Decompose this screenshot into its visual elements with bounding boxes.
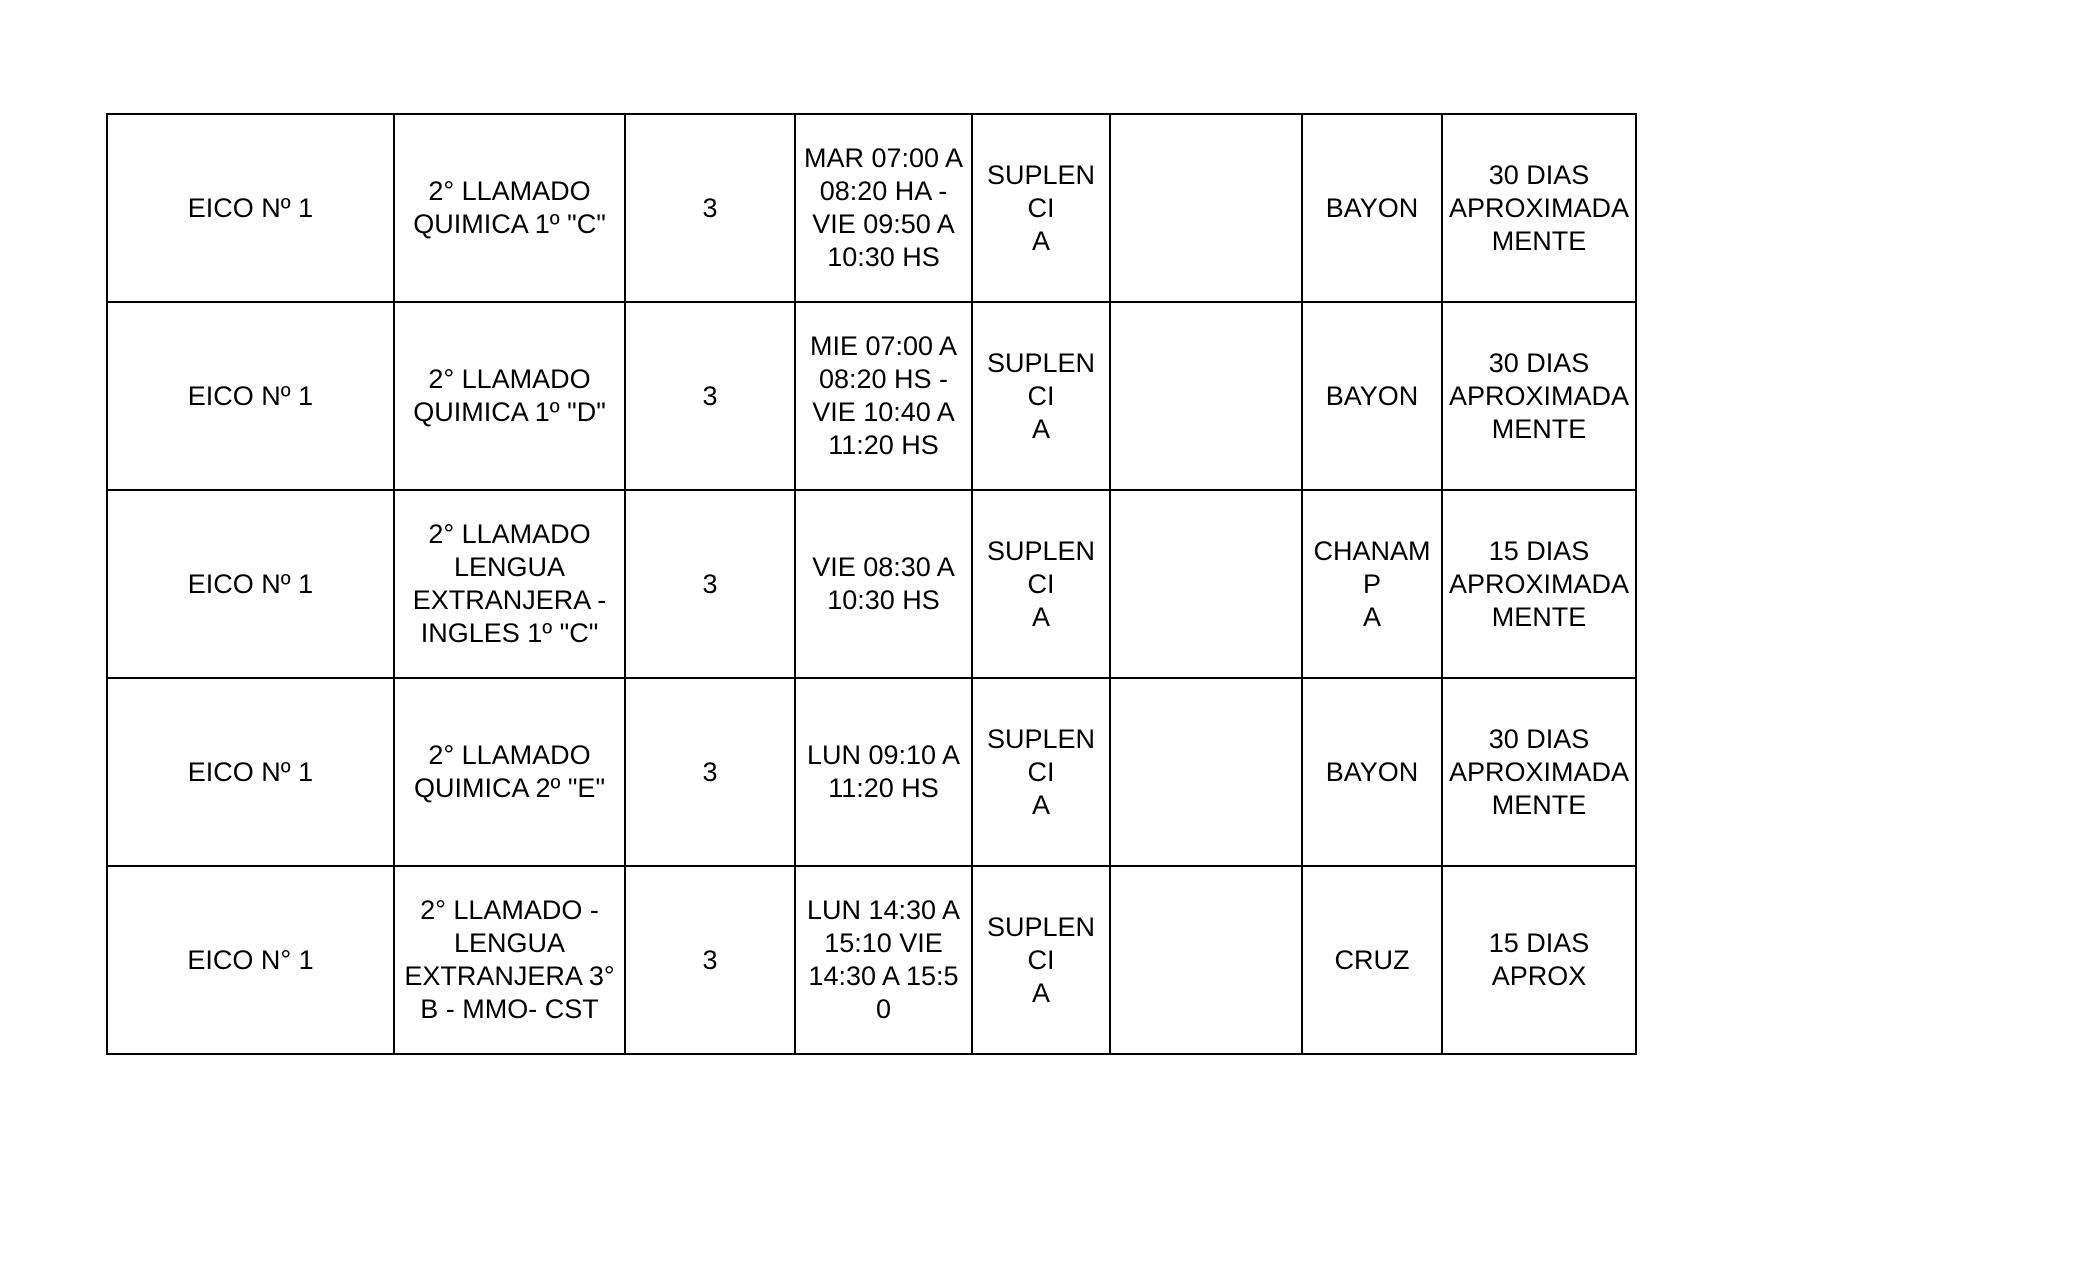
type-text: SUPLENCI A <box>986 723 1096 820</box>
type-cell <box>972 866 1110 1054</box>
schedule-cell <box>795 866 972 1054</box>
schedule-text: LUN 09:10 A 11:20 HS <box>806 740 961 803</box>
duration-cell <box>1442 866 1636 1054</box>
call-cell <box>394 114 625 302</box>
call-cell <box>394 302 625 490</box>
call-cell <box>394 678 625 866</box>
vacancies-table <box>106 113 1637 1055</box>
empty-cell <box>1110 302 1302 490</box>
hours-text: 3 <box>702 192 718 223</box>
table-row <box>107 490 1636 678</box>
schedule-cell <box>795 302 972 490</box>
schedule-text: MIE 07:00 A 08:20 HS - VIE 10:40 A 11:20 HS <box>809 331 958 460</box>
duration-text: 30 DIAS APROXIMADA MENTE <box>1448 723 1630 820</box>
school-text: EICO Nº 1 <box>187 756 314 787</box>
teacher-cell <box>1302 678 1442 866</box>
school-text: EICO Nº 1 <box>187 568 314 599</box>
duration-text: 15 DIAS APROXIMADA MENTE <box>1448 535 1630 632</box>
teacher-text: CHANAMP A <box>1313 535 1431 632</box>
schedule-text: MAR 07:00 A 08:20 HA - VIE 09:50 A 10:30 HS <box>803 143 964 272</box>
type-text: SUPLENCI A <box>986 911 1096 1008</box>
type-text: SUPLENCI A <box>986 535 1096 632</box>
table-row <box>107 302 1636 490</box>
empty-cell <box>1110 866 1302 1054</box>
duration-text: 30 DIAS APROXIMADA MENTE <box>1448 159 1630 256</box>
call-text: 2° LLAMADO QUIMICA 1º "D" <box>413 364 606 427</box>
school-cell <box>107 678 394 866</box>
schedule-text: LUN 14:30 A 15:10 VIE 14:30 A 15:50 <box>806 895 961 1024</box>
school-cell <box>107 302 394 490</box>
hours-text: 3 <box>702 380 718 411</box>
school-text: EICO Nº 1 <box>187 380 314 411</box>
hours-cell <box>625 490 795 678</box>
hours-text: 3 <box>702 944 718 975</box>
hours-text: 3 <box>702 756 718 787</box>
duration-text: 30 DIAS APROXIMADA MENTE <box>1448 347 1630 444</box>
hours-cell <box>625 302 795 490</box>
empty-cell <box>1110 490 1302 678</box>
teacher-cell <box>1302 114 1442 302</box>
teacher-text: BAYON <box>1325 380 1419 411</box>
school-cell <box>107 866 394 1054</box>
teacher-cell <box>1302 866 1442 1054</box>
schedule-cell <box>795 114 972 302</box>
school-cell <box>107 490 394 678</box>
hours-cell <box>625 866 795 1054</box>
duration-cell <box>1442 114 1636 302</box>
school-text: EICO Nº 1 <box>187 192 314 223</box>
hours-cell <box>625 678 795 866</box>
teacher-cell <box>1302 490 1442 678</box>
school-cell <box>107 114 394 302</box>
type-text: SUPLENCI A <box>986 159 1096 256</box>
school-text: EICO N° 1 <box>187 944 314 975</box>
table-row <box>107 678 1636 866</box>
type-text: SUPLENCI A <box>986 347 1096 444</box>
call-text: 2° LLAMADO QUIMICA 1º "C" <box>413 176 606 239</box>
call-cell <box>394 866 625 1054</box>
type-cell <box>972 114 1110 302</box>
schedule-cell <box>795 678 972 866</box>
table-row <box>107 114 1636 302</box>
teacher-cell <box>1302 302 1442 490</box>
teacher-text: CRUZ <box>1334 944 1410 975</box>
empty-cell <box>1110 114 1302 302</box>
type-cell <box>972 302 1110 490</box>
teacher-text: BAYON <box>1325 756 1419 787</box>
empty-cell <box>1110 678 1302 866</box>
table-row <box>107 866 1636 1054</box>
duration-cell <box>1442 490 1636 678</box>
type-cell <box>972 490 1110 678</box>
schedule-cell <box>795 490 972 678</box>
duration-cell <box>1442 302 1636 490</box>
hours-cell <box>625 114 795 302</box>
call-cell <box>394 490 625 678</box>
type-cell <box>972 678 1110 866</box>
call-text: 2° LLAMADO QUIMICA 2º "E" <box>413 740 606 803</box>
schedule-text: VIE 08:30 A 10:30 HS <box>812 552 955 615</box>
call-text: 2° LLAMADO LENGUA EXTRANJERA - INGLES 1º "C" <box>412 519 607 648</box>
duration-text: 15 DIAS APROX <box>1488 928 1590 991</box>
call-text: 2° LLAMADO - LENGUA EXTRANJERA 3° B - MMO- CST <box>404 895 615 1024</box>
teacher-text: BAYON <box>1325 192 1419 223</box>
hours-text: 3 <box>702 568 718 599</box>
duration-cell <box>1442 678 1636 866</box>
